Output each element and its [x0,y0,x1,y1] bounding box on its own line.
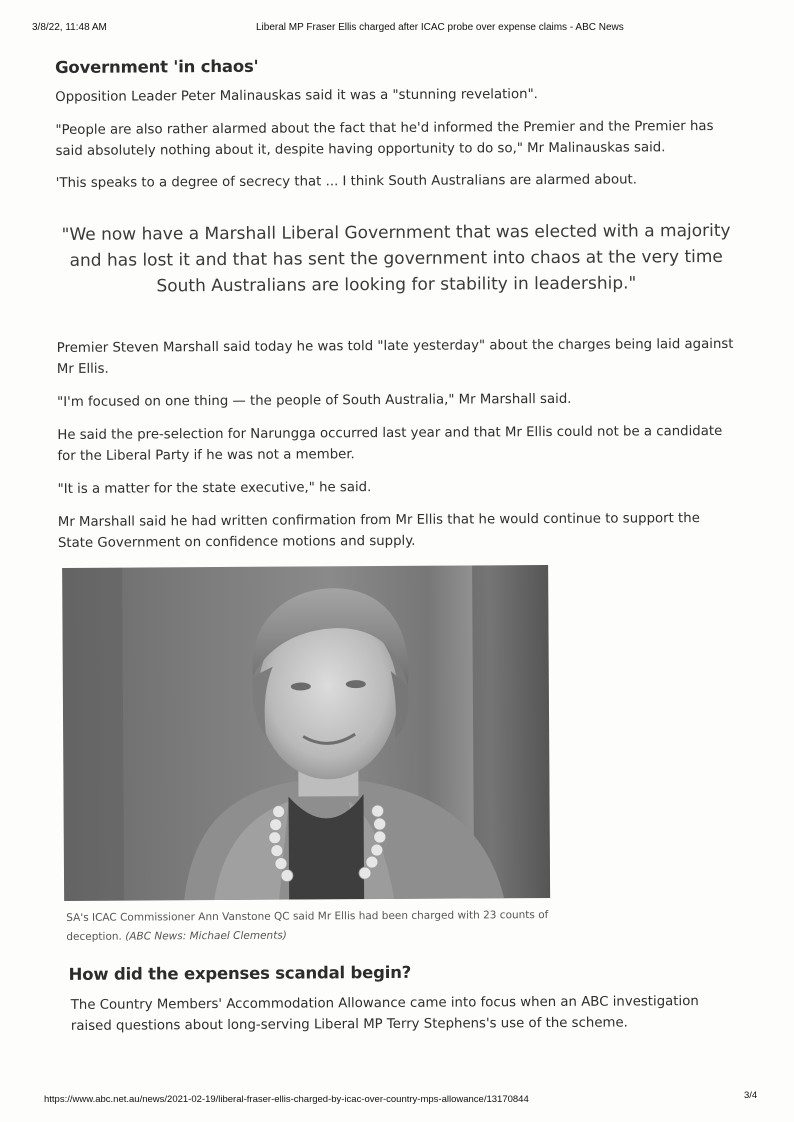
page-number: 3/4 [744,1090,758,1101]
print-url: https://www.abc.net.au/news/2021-02-19/liberal-fraser-ellis-charged-by-icac-over-country-mps-allowance/13170844 [44,1094,529,1105]
section-heading-government-in-chaos: Government 'in chaos' [55,56,259,77]
print-datetime: 3/8/22, 11:48 AM [32,22,107,33]
paragraph: He said the pre-selection for Narungga occurred last year and that Mr Ellis could not be a candidate for the Liberal Party if he was not a member. [57,423,723,464]
photo-caption [66,906,566,947]
paragraph: Opposition Leader Peter Malinauskas said it was a "stunning revelation". [55,87,538,105]
paragraph: "I'm focused on one thing — the people of South Australia," Mr Marshall said. [57,391,572,410]
paragraph: "People are also rather alarmed about the fact that he'd informed the Premier and the Premier has said absolutely nothing about it, despite having opportunity to do so," Mr Malinauskas said. [55,118,714,159]
paragraph: Premier Steven Marshall said today he was told "late yesterday" about the charges being laid against Mr Ellis. [56,336,734,377]
print-page-title: Liberal MP Fraser Ellis charged after ICAC probe over expense claims - ABC News [256,22,624,33]
paragraph: 'This speaks to a degree of secrecy that ... I think South Australians are alarmed about. [55,172,638,191]
paragraph: "It is a matter for the state executive," he said. [57,480,372,497]
caption-text: SA's ICAC Commissioner Ann Vanstone QC said Mr Ellis had been charged with 23 counts of deception. [66,909,549,943]
paragraph: Mr Marshall said he had written confirmation from Mr Ellis that he would continue to support the State Government on confidence motions and supply. [57,511,700,551]
section-heading-expenses-scandal: How did the expenses scandal begin? [68,962,412,984]
pull-quote: "We now have a Marshall Liberal Government that was elected with a majority and has lost it and that has sent the government into chaos at the very time South Australians are looking for stability in leadership." [61,220,731,297]
article-body [55,54,741,1037]
photo-credit: (ABC News: Michael Clements) [125,929,287,943]
portrait-illustration [62,565,550,901]
photo-ann-vanstone [62,565,550,901]
paragraph: The Country Members' Accommodation Allowance came into focus when an ABC investigation raised questions about long-serving Liberal MP Terry Stephens's use of the scheme. [70,994,699,1034]
